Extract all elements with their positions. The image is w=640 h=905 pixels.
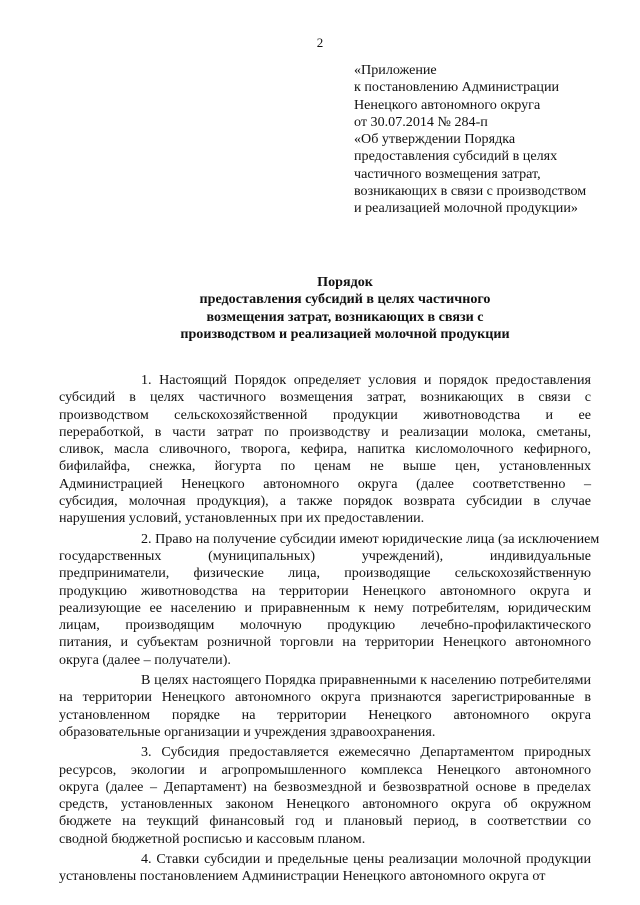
paragraph-line: установлены постановлением Администрации Ненецкого автономного округа от: [59, 868, 546, 885]
paragraph-line: 4. Ставки субсидии и предельные цены реализации молочной продукции: [141, 851, 591, 868]
paragraph-line: средств, установленных законом Ненецкого автономного округа об окружном: [59, 796, 591, 813]
paragraph-line: установленном порядке на территории Ненецкого автономного округа: [59, 706, 591, 723]
appendix-line: и реализацией молочной продукции»: [354, 200, 578, 217]
appendix-line: к постановлению Администрации: [354, 79, 560, 96]
appendix-reference: [354, 62, 634, 218]
document-body: [59, 372, 600, 889]
paragraph-line: продукцию животноводства на территории Ненецкого автономного округа и: [59, 582, 591, 599]
paragraph-line: Администрацией Ненецкого автономного округа (далее соответственно –: [59, 475, 591, 492]
document-title: [60, 274, 630, 343]
title-line: Порядок: [317, 274, 373, 290]
appendix-line: от 30.07.2014 № 284-п: [354, 113, 488, 130]
appendix-line: предоставления субсидий в целях: [354, 148, 558, 165]
paragraph-line: нарушения условий, установленных при их предоставлении.: [59, 510, 425, 527]
title-line: возмещения затрат, возникающих в связи с: [206, 308, 484, 325]
paragraph-line: на территории Ненецкого автономного округа признаются зарегистрированные в: [59, 689, 591, 706]
appendix-line: возникающих в связи с производством: [354, 183, 587, 200]
appendix-line: частичного возмещения затрат,: [354, 165, 541, 182]
paragraph-line: 3. Субсидия предоставляется ежемесячно Департаментом природных: [141, 744, 591, 761]
paragraph: [59, 851, 591, 886]
paragraph-line: бюджете на теукщий финансовый год и плановый период, в соответствии со: [59, 813, 591, 830]
paragraph: [59, 744, 591, 848]
paragraph-line: переработкой, в части затрат по производству и реализации молока, сметаны,: [59, 423, 591, 440]
paragraph-line: сводной бюджетной росписью и кассовым планом.: [59, 830, 366, 847]
paragraph-line: питания, и субъектам розничной торговли на территории Ненецкого автономного: [59, 634, 591, 651]
title-line: производством и реализацией молочной продукции: [180, 325, 510, 342]
paragraph-line: В целях настоящего Порядка приравненными к населению потребителями: [141, 672, 591, 689]
paragraph-line: субсидия, молочная продукция), а также порядок возврата субсидии в случае: [59, 493, 591, 510]
title-line: предоставления субсидий в целях частичного: [199, 291, 491, 308]
paragraph-line: лицам, производящим молочную продукцию лечебно-профилактического: [59, 617, 591, 634]
paragraph-line: округа (далее – получатели).: [59, 651, 231, 668]
paragraph: [59, 372, 591, 528]
paragraph-line: образовательные организации и учреждения здравоохранения.: [59, 723, 436, 740]
page-number: 2: [316, 35, 324, 50]
paragraph-line: предприниматели, физические лица, производящие сельскохозяйственную: [59, 565, 591, 582]
paragraph-line: реализующие ее населению и приравненным к нему потребителям, юридическим: [59, 599, 591, 616]
paragraph-line: 1. Настоящий Порядок определяет условия и порядок предоставления: [141, 372, 591, 388]
appendix-line: «Приложение: [354, 62, 437, 78]
paragraph-line: округа (далее – Департамент) на безвозмездной и безвозвратной основе в пределах: [59, 778, 591, 795]
paragraph-line: субсидий в целях частичного возмещения затрат, возникающих в связи с: [59, 389, 591, 406]
paragraph-line: бифилайфа, снежка, йогурта по ценам не выше цен, установленных: [59, 458, 591, 475]
appendix-line: «Об утверждении Порядка: [354, 131, 516, 148]
paragraph-line: сливок, масла сливочного, творога, кефира, напитка кисломолочного кефирного,: [59, 441, 591, 458]
paragraph-line: 2. Право на получение субсидии имеют юридические лица (за исключением: [141, 530, 600, 547]
paragraph-line: ресурсов, экологии и агропромышленного комплекса Ненецкого автономного: [59, 761, 591, 778]
appendix-line: Ненецкого автономного округа: [354, 96, 541, 113]
paragraph-line: государственных (муниципальных) учреждений), индивидуальные: [59, 547, 591, 564]
paragraph: [59, 530, 600, 669]
paragraph-line: производством сельскохозяйственной продукции животноводства и ее: [59, 406, 591, 423]
paragraph: [59, 672, 591, 741]
